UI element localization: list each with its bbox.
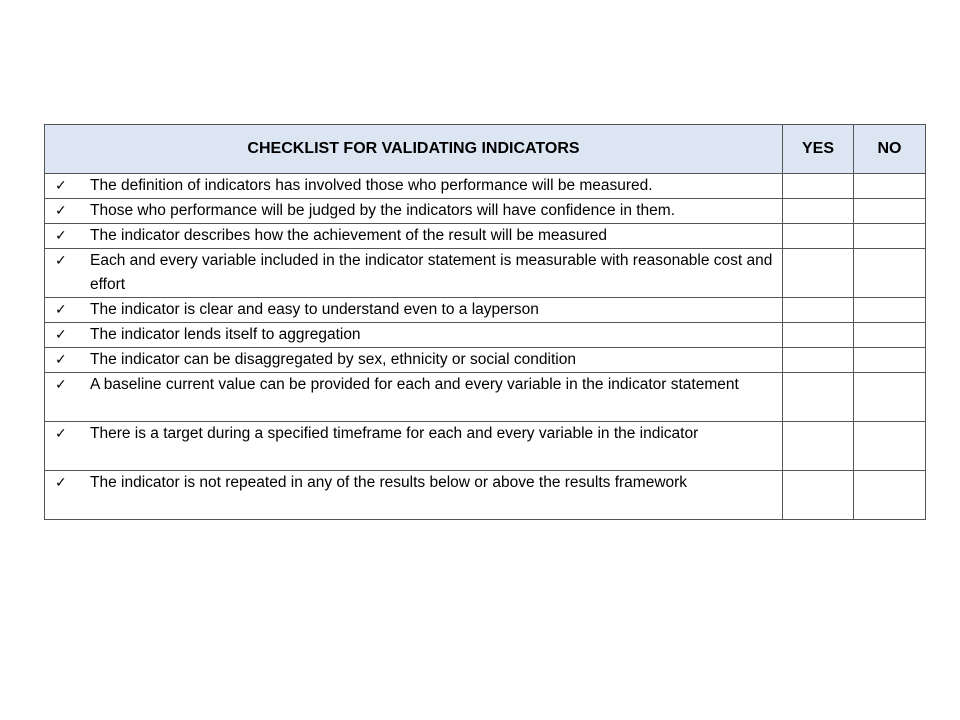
table-row (45, 298, 926, 323)
checkmark-icon: ✓ (55, 178, 67, 194)
table-row (45, 348, 926, 373)
checklist-item-text: The indicator is clear and easy to understand even to a layperson (90, 301, 539, 318)
table-row (45, 224, 926, 249)
item-cell (45, 249, 783, 298)
yes-cell[interactable] (783, 174, 854, 199)
checkmark-icon: ✓ (55, 475, 67, 491)
checklist-item-text: The definition of indicators has involved those who performance will be measured. (90, 177, 653, 194)
checkmark-icon: ✓ (55, 327, 67, 343)
item-cell (45, 471, 783, 520)
no-cell[interactable] (854, 249, 926, 298)
table-row (45, 373, 926, 422)
table-row (45, 249, 926, 298)
checkmark-icon: ✓ (55, 377, 67, 393)
checklist-title: CHECKLIST FOR VALIDATING INDICATORS (45, 125, 783, 174)
no-cell[interactable] (854, 298, 926, 323)
yes-cell[interactable] (783, 323, 854, 348)
no-cell[interactable] (854, 348, 926, 373)
checkmark-icon: ✓ (55, 426, 67, 442)
table-row (45, 422, 926, 471)
checkmark-icon: ✓ (55, 302, 67, 318)
checklist-item-text: Those who performance will be judged by the indicators will have confidence in them. (90, 202, 676, 219)
no-cell[interactable] (854, 373, 926, 422)
no-cell[interactable] (854, 174, 926, 199)
checklist-item-text: The indicator is not repeated in any of the results below or above the results framework (90, 474, 688, 491)
checklist-item-text: Each and every variable included in the indicator statement is measurable with reasonable cost and effort (90, 252, 773, 293)
yes-cell[interactable] (783, 471, 854, 520)
checklist-item-text: The indicator can be disaggregated by sex, ethnicity or social condition (90, 351, 576, 368)
table-row (45, 199, 926, 224)
table-row (45, 323, 926, 348)
checklist-item-text: The indicator lends itself to aggregation (90, 326, 361, 343)
no-cell[interactable] (854, 471, 926, 520)
validation-checklist-table (44, 124, 926, 520)
item-cell (45, 373, 783, 422)
yes-cell[interactable] (783, 199, 854, 224)
item-cell (45, 224, 783, 249)
checkmark-icon: ✓ (55, 352, 67, 368)
yes-cell[interactable] (783, 422, 854, 471)
item-cell (45, 199, 783, 224)
yes-cell[interactable] (783, 348, 854, 373)
no-cell[interactable] (854, 224, 926, 249)
checkmark-icon: ✓ (55, 203, 67, 219)
no-column-header: NO (854, 125, 926, 174)
yes-cell[interactable] (783, 373, 854, 422)
header-row (45, 125, 926, 174)
checklist-item-text: A baseline current value can be provided for each and every variable in the indicator statement (90, 376, 739, 393)
no-cell[interactable] (854, 199, 926, 224)
checkmark-icon: ✓ (55, 253, 67, 269)
table-row (45, 174, 926, 199)
item-cell (45, 348, 783, 373)
table-row (45, 471, 926, 520)
yes-column-header: YES (783, 125, 854, 174)
item-cell (45, 174, 783, 199)
checklist-item-text: The indicator describes how the achievement of the result will be measured (90, 227, 607, 244)
no-cell[interactable] (854, 422, 926, 471)
no-cell[interactable] (854, 323, 926, 348)
yes-cell[interactable] (783, 298, 854, 323)
item-cell (45, 323, 783, 348)
yes-cell[interactable] (783, 249, 854, 298)
yes-cell[interactable] (783, 224, 854, 249)
item-cell (45, 422, 783, 471)
checkmark-icon: ✓ (55, 228, 67, 244)
item-cell (45, 298, 783, 323)
checklist-item-text: There is a target during a specified timeframe for each and every variable in the indicator (90, 425, 699, 442)
